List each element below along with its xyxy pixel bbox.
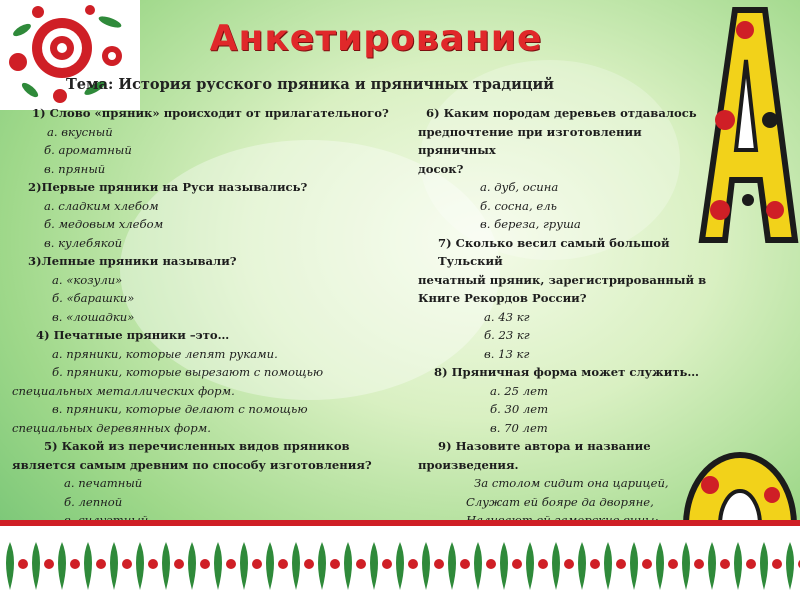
answer-option: б. 23 кг	[484, 328, 530, 342]
answer-option: б. «барашки»	[52, 291, 135, 305]
question-line: произведения.	[418, 457, 519, 472]
folk-border	[0, 520, 800, 600]
answer-option: в. «лошадки»	[52, 309, 135, 324]
question-line: 7) Сколько весил самый большой Тульский	[438, 235, 670, 268]
answer-option: а. сладким хлебом	[44, 198, 159, 213]
answer-option: а. печатный	[64, 476, 143, 490]
answer-option: специальных деревянных форм.	[12, 420, 211, 435]
slide-title: Анкетирование	[209, 18, 543, 59]
answer-option: в. береза, груша	[480, 217, 581, 231]
question-line: предпочтение при изготовлении пряничных	[418, 124, 642, 157]
answer-option: в. пряники, которые делают с помощью	[52, 402, 308, 416]
answer-option: в. пряный	[44, 161, 106, 176]
folk-flower-corner-icon	[0, 0, 140, 110]
answer-option: а. дуб, осина	[480, 180, 559, 194]
answer-option: б. медовым хлебом	[44, 217, 164, 231]
answer-option: а. пряники, которые лепят руками.	[52, 346, 278, 361]
questions-left-column	[12, 104, 412, 530]
question-line: 3)Лепные пряники называли?	[28, 254, 237, 268]
answer-option: в. кулебякой	[44, 235, 123, 250]
question-line: 8) Пряничная форма может служить…	[434, 365, 700, 379]
answer-option: б. лепной	[64, 494, 123, 509]
answer-option: а. «козули»	[52, 272, 123, 287]
question-line: 5) Какой из перечисленных видов пряников	[44, 439, 350, 453]
answer-option: а. 25 лет	[490, 383, 548, 398]
question-line: является самым древним по способу изготовления?	[12, 457, 372, 472]
question-line: 4) Печатные пряники –это…	[36, 328, 230, 342]
question-line: 1) Слово «пряник» происходит от прилагательного?	[32, 106, 389, 120]
answer-option: а. вкусный	[47, 124, 113, 139]
folk-border-strip-icon	[0, 520, 800, 600]
answer-option: б. сосна, ель	[480, 198, 557, 213]
answer-option: в. 70 лет	[490, 420, 548, 435]
question-line: 6) Каким породам деревьев отдавалось	[426, 106, 697, 120]
answer-option: Служат ей бояре да дворяне,	[466, 494, 654, 509]
slide-subtitle: Тема: История русского пряника и пряничных традиций	[66, 76, 555, 93]
answer-option: в. 13 кг	[484, 346, 530, 361]
answer-option: специальных металлических форм.	[12, 383, 235, 398]
answer-option: б. ароматный	[44, 143, 132, 157]
question-line: 9) Назовите автора и название	[438, 439, 651, 453]
answer-option: За столом сидит она царицей,	[474, 476, 669, 490]
question-line: печатный пряник, зарегистрированный в	[418, 272, 707, 287]
questions-right-column	[418, 104, 718, 548]
question-line: Книге Рекордов России?	[418, 291, 587, 305]
answer-option: а. 43 кг	[484, 309, 530, 324]
question-line: досок?	[418, 161, 464, 176]
answer-option: б. 30 лет	[490, 402, 549, 416]
question-line: 2)Первые пряники на Руси назывались?	[28, 180, 308, 194]
answer-option: б. пряники, которые вырезают с помощью	[52, 365, 324, 379]
